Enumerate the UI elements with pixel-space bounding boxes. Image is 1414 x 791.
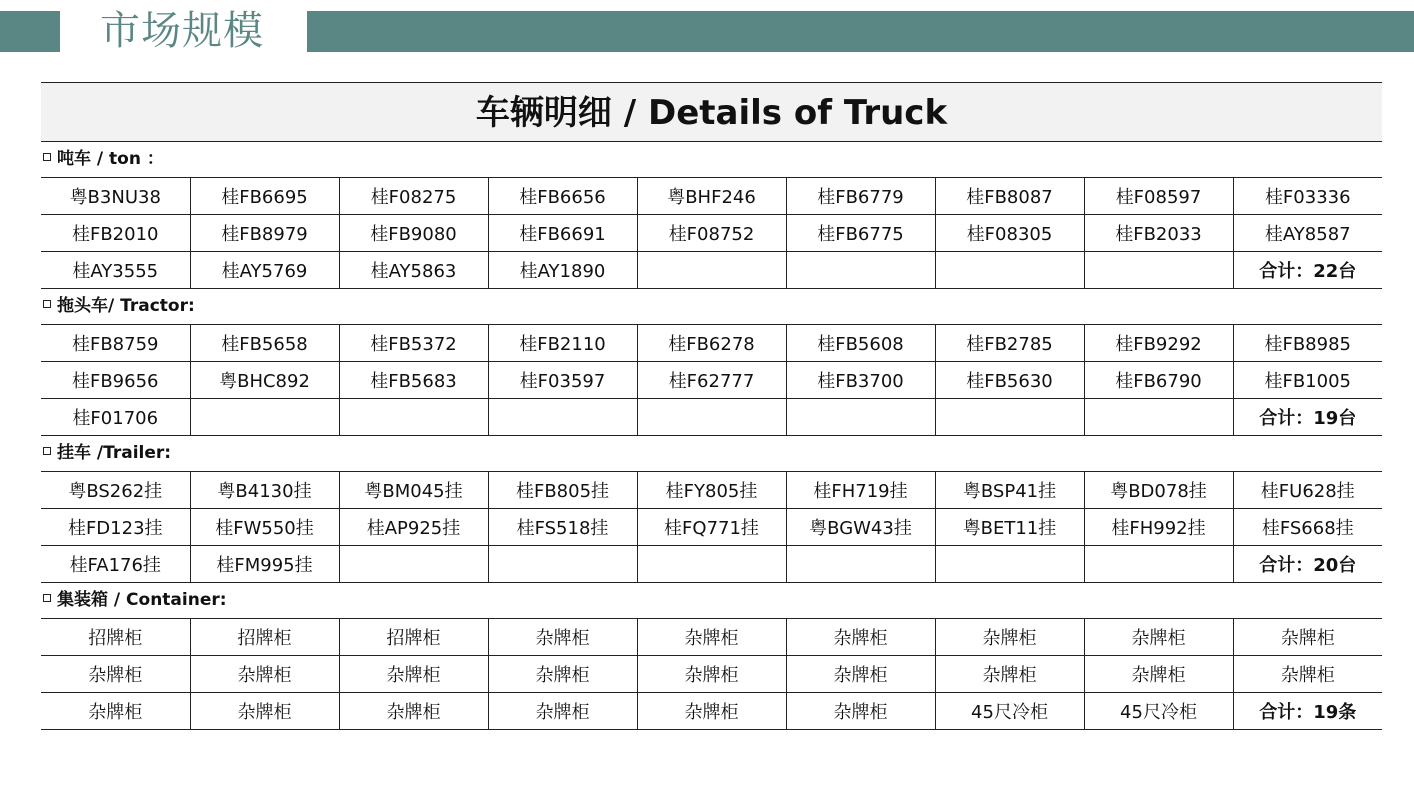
table-cell: 杂牌柜 [637, 619, 786, 656]
page-title: 市场规模 [100, 8, 264, 54]
table-row [41, 693, 1382, 730]
table-cell: 杂牌柜 [786, 656, 935, 693]
table-row [41, 178, 1382, 215]
table-title: 车辆明细 / Details of Truck [41, 82, 1382, 142]
header-accent-bar-right [307, 11, 1414, 52]
table-cell [1084, 252, 1233, 289]
table-cell: 45尺冷柜 [935, 693, 1084, 730]
table-cell: 桂FB8087 [935, 178, 1084, 215]
table-cell: 桂FW550挂 [190, 509, 339, 546]
table-cell: 粤BS262挂 [41, 472, 190, 509]
table-row [41, 656, 1382, 693]
table-cell: 桂FB3700 [786, 362, 935, 399]
table-cell: 杂牌柜 [1084, 656, 1233, 693]
table-cell: 粤BM045挂 [339, 472, 488, 509]
table-cell: 桂F08597 [1084, 178, 1233, 215]
table-cell [786, 546, 935, 583]
section-label: 集装箱 / Container: [57, 590, 227, 610]
table-cell: 杂牌柜 [488, 693, 637, 730]
table-cell: 桂FB5608 [786, 325, 935, 362]
table-cell: 粤BHC892 [190, 362, 339, 399]
checkbox-bullet-icon [43, 300, 51, 308]
table-cell: 招牌柜 [339, 619, 488, 656]
total-cell: 合计：22台 [1233, 252, 1382, 289]
table-cell: 粤BSP41挂 [935, 472, 1084, 509]
table-cell: 桂FD123挂 [41, 509, 190, 546]
table-cell: 桂FB9080 [339, 215, 488, 252]
section-heading-trailer [41, 436, 1382, 471]
table-cell: 桂FB6278 [637, 325, 786, 362]
section-heading-ton [41, 142, 1382, 177]
table-cell: 桂FB6656 [488, 178, 637, 215]
table-cell [935, 399, 1084, 436]
table-cell: 桂F62777 [637, 362, 786, 399]
truck-details-sheet [41, 82, 1382, 730]
header-accent-bar-left [0, 11, 60, 52]
table-cell: 桂FB6691 [488, 215, 637, 252]
table-cell: 桂FB2010 [41, 215, 190, 252]
table-cell: 45尺冷柜 [1084, 693, 1233, 730]
table-cell: 招牌柜 [190, 619, 339, 656]
section-label: 挂车 /Trailer: [57, 443, 172, 463]
table-row [41, 252, 1382, 289]
table-row [41, 325, 1382, 362]
table-cell: 桂FB2033 [1084, 215, 1233, 252]
section-label: 拖头车/ Tractor: [57, 296, 195, 316]
table-cell: 杂牌柜 [339, 656, 488, 693]
table-row [41, 362, 1382, 399]
table-cell [1084, 399, 1233, 436]
table-row [41, 509, 1382, 546]
vehicle-table-ton [41, 177, 1382, 289]
total-cell: 合计：19条 [1233, 693, 1382, 730]
table-cell: 桂FQ771挂 [637, 509, 786, 546]
table-cell: 粤BHF246 [637, 178, 786, 215]
table-cell: 粤BGW43挂 [786, 509, 935, 546]
table-cell [935, 252, 1084, 289]
table-cell: 桂F08275 [339, 178, 488, 215]
table-cell: 桂FS518挂 [488, 509, 637, 546]
sections-container [41, 142, 1382, 730]
table-cell: 桂FB5630 [935, 362, 1084, 399]
table-cell: 桂FB5658 [190, 325, 339, 362]
table-cell: 杂牌柜 [339, 693, 488, 730]
table-cell: 招牌柜 [41, 619, 190, 656]
table-cell: 桂FB6779 [786, 178, 935, 215]
table-cell: 桂FH719挂 [786, 472, 935, 509]
checkbox-bullet-icon [43, 447, 51, 455]
table-row [41, 399, 1382, 436]
vehicle-table-trailer [41, 471, 1382, 583]
table-cell: 杂牌柜 [637, 693, 786, 730]
table-cell: 桂AY5769 [190, 252, 339, 289]
table-cell: 桂FB8759 [41, 325, 190, 362]
table-cell: 桂FB8985 [1233, 325, 1382, 362]
table-cell: 杂牌柜 [1233, 656, 1382, 693]
table-cell: 桂FB9656 [41, 362, 190, 399]
table-cell: 杂牌柜 [1233, 619, 1382, 656]
table-cell [488, 399, 637, 436]
table-cell [637, 399, 786, 436]
table-cell: 桂F03336 [1233, 178, 1382, 215]
table-cell: 桂FB5683 [339, 362, 488, 399]
table-cell: 桂FY805挂 [637, 472, 786, 509]
table-row [41, 619, 1382, 656]
table-cell: 桂FB2785 [935, 325, 1084, 362]
table-cell [935, 546, 1084, 583]
table-row [41, 215, 1382, 252]
table-cell: 桂AP925挂 [339, 509, 488, 546]
table-cell: 桂F01706 [41, 399, 190, 436]
table-cell: 桂FM995挂 [190, 546, 339, 583]
table-row [41, 546, 1382, 583]
table-cell [786, 252, 935, 289]
table-cell: 杂牌柜 [786, 619, 935, 656]
table-cell: 杂牌柜 [488, 656, 637, 693]
table-cell: 桂FB805挂 [488, 472, 637, 509]
table-cell: 粤B3NU38 [41, 178, 190, 215]
table-cell: 杂牌柜 [190, 656, 339, 693]
table-cell: 桂FU628挂 [1233, 472, 1382, 509]
section-heading-tractor [41, 289, 1382, 324]
checkbox-bullet-icon [43, 153, 51, 161]
table-cell: 杂牌柜 [1084, 619, 1233, 656]
table-cell [637, 546, 786, 583]
table-cell: 桂F08305 [935, 215, 1084, 252]
table-cell: 粤BET11挂 [935, 509, 1084, 546]
table-cell [637, 252, 786, 289]
vehicle-table-tractor [41, 324, 1382, 436]
table-row [41, 472, 1382, 509]
table-cell: 粤B4130挂 [190, 472, 339, 509]
table-cell: 杂牌柜 [190, 693, 339, 730]
table-cell [190, 399, 339, 436]
table-cell: 杂牌柜 [41, 693, 190, 730]
table-cell: 桂AY8587 [1233, 215, 1382, 252]
table-cell: 桂AY5863 [339, 252, 488, 289]
checkbox-bullet-icon [43, 594, 51, 602]
table-cell: 杂牌柜 [786, 693, 935, 730]
table-cell: 杂牌柜 [488, 619, 637, 656]
table-cell: 桂FB6695 [190, 178, 339, 215]
table-cell: 桂FB8979 [190, 215, 339, 252]
table-cell: 桂F08752 [637, 215, 786, 252]
table-cell: 桂AY3555 [41, 252, 190, 289]
table-cell: 桂FB6790 [1084, 362, 1233, 399]
table-cell [786, 399, 935, 436]
table-cell: 杂牌柜 [41, 656, 190, 693]
table-cell: 杂牌柜 [935, 656, 1084, 693]
table-cell: 桂FB2110 [488, 325, 637, 362]
total-cell: 合计：20台 [1233, 546, 1382, 583]
vehicle-table-container [41, 618, 1382, 730]
table-cell: 桂FB5372 [339, 325, 488, 362]
table-cell: 桂FH992挂 [1084, 509, 1233, 546]
total-cell: 合计：19台 [1233, 399, 1382, 436]
table-cell: 桂F03597 [488, 362, 637, 399]
table-cell: 杂牌柜 [637, 656, 786, 693]
table-cell: 粤BD078挂 [1084, 472, 1233, 509]
table-cell: 桂FS668挂 [1233, 509, 1382, 546]
section-label: 吨车 / ton ： [57, 149, 164, 169]
table-cell [339, 546, 488, 583]
table-cell: 桂AY1890 [488, 252, 637, 289]
table-cell [488, 546, 637, 583]
table-cell: 桂FB6775 [786, 215, 935, 252]
table-cell [1084, 546, 1233, 583]
table-cell: 桂FB1005 [1233, 362, 1382, 399]
section-heading-container [41, 583, 1382, 618]
table-cell [339, 399, 488, 436]
table-cell: 桂FB9292 [1084, 325, 1233, 362]
table-cell: 桂FA176挂 [41, 546, 190, 583]
table-cell: 杂牌柜 [935, 619, 1084, 656]
